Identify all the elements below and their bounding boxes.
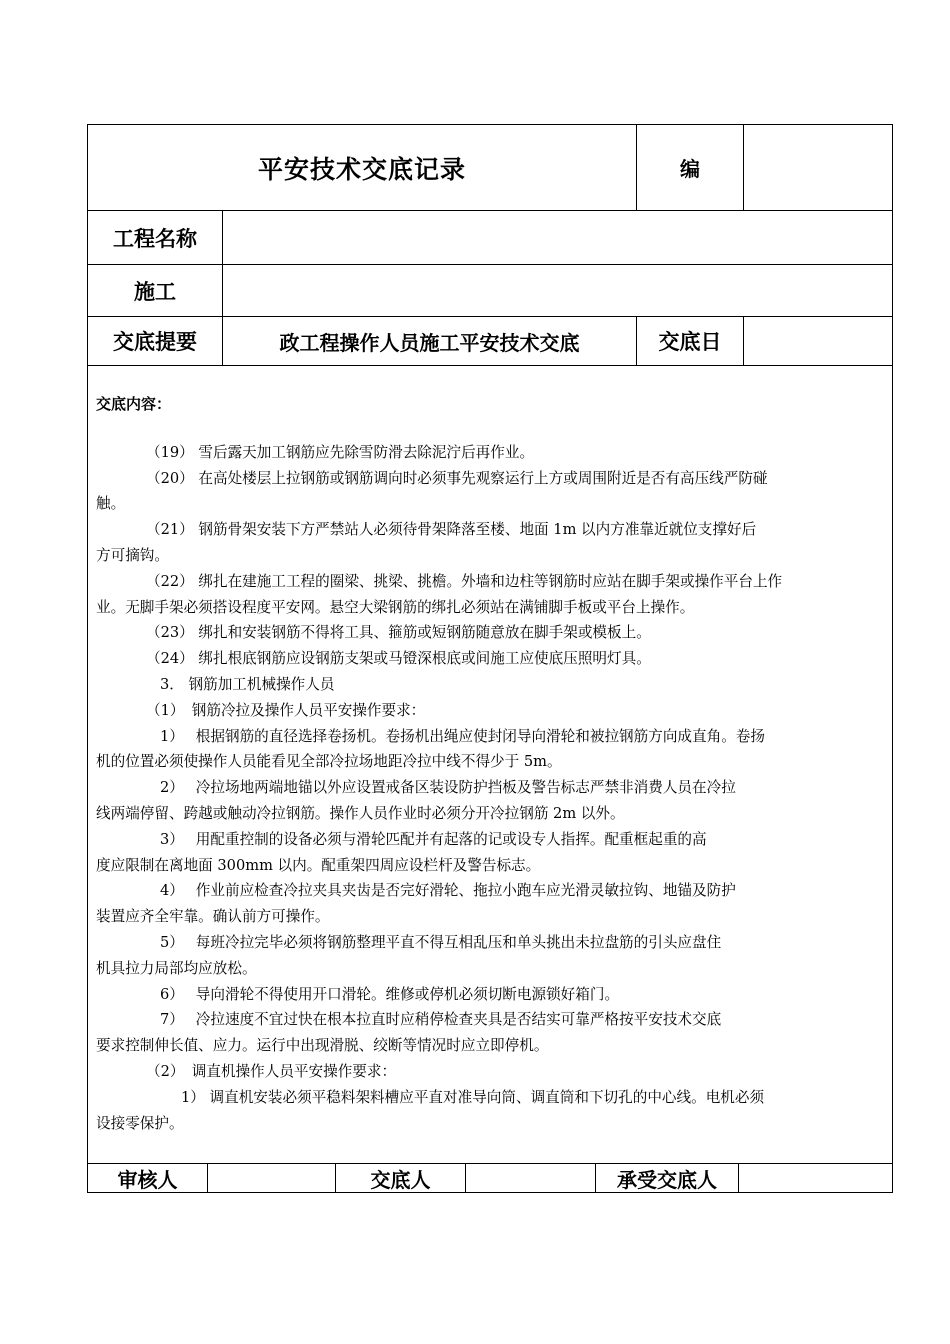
content-line: 触。: [96, 495, 126, 513]
discloser-value: [466, 1164, 595, 1193]
content-heading: 交底内容：: [96, 395, 172, 413]
content-line: （20） 在高处楼层上拉钢筋或钢筋调向时必须事先观察运行上方或周围附近是否有高压线严防碰: [146, 469, 768, 487]
project-name-value: [223, 211, 892, 264]
number-label: 编: [680, 157, 700, 181]
content-line: 机的位置必须使操作人员能看见全部冷拉场地距冷拉中线不得少于 5m。: [96, 753, 562, 771]
content-line: 2） 冷拉场地两端地锚以外应设置戒备区装设防护挡板及警告标志严禁非消费人员在冷拉: [160, 779, 736, 797]
content-line: 业。无脚手架必须搭设程度平安网。悬空大梁钢筋的绑扎必须站在满铺脚手板或平台上操作。: [96, 598, 695, 616]
content-line: 1） 根据钢筋的直径选择卷扬机。卷扬机出绳应使封闭导向滑轮和被拉钢筋方向成直角。卷扬: [160, 727, 765, 745]
content-line: 机具拉力局部均应放松。: [96, 959, 257, 977]
content-line: 度应限制在离地面 300mm 以内。配重架四周应设栏杆及警告标志。: [96, 856, 541, 874]
content-line: （21） 钢筋骨架安装下方严禁站人必须待骨架降落至楼、地面 1m 以内方准靠近就位支撑好后: [146, 521, 757, 539]
content-line: （22） 绑扎在建施工工程的圈梁、挑梁、挑檐。外墙和边柱等钢筋时应站在脚手架或操作平台上作: [146, 572, 783, 590]
content-line: 方可摘钩。: [96, 546, 169, 564]
project-name-label: 工程名称: [113, 225, 197, 251]
disclosure-content: [96, 392, 876, 1136]
summary-value: 政工程操作人员施工平安技术交底: [279, 330, 580, 355]
content-line: 7） 冷拉速度不宜过快在根本拉直时应稍停检查夹具是否结实可靠严格按平安技术交底: [160, 1011, 722, 1029]
content-line: （19） 雪后露天加工钢筋应先除雪防滑去除泥泞后再作业。: [146, 443, 535, 461]
content-line: 设接零保护。: [96, 1114, 184, 1132]
construction-value: [223, 265, 892, 316]
content-line: （23） 绑扎和安装钢筋不得将工具、箍筋或短钢筋随意放在脚手架或模板上。: [146, 624, 651, 642]
content-line: 3． 钢筋加工机械操作人员: [160, 675, 335, 693]
reviewer-value: [208, 1164, 335, 1193]
content-line: 6） 导向滑轮不得使用开口滑轮。维修或停机必须切断电源锁好箱门。: [160, 985, 620, 1003]
summary-label: 交底提要: [113, 329, 197, 354]
content-line: 装置应齐全牢靠。确认前方可操作。: [96, 908, 330, 926]
content-line: 1） 调直机安装必须平稳料架料槽应平直对准导向筒、调直筒和下切孔的中心线。电机必须: [181, 1088, 765, 1106]
construction-label: 施工: [134, 278, 176, 304]
receiver-label: 承受交底人: [617, 1168, 717, 1192]
date-label: 交底日: [658, 329, 722, 354]
content-line: 线两端停留、跨越或触动冷拉钢筋。操作人员作业时必须分开冷拉钢筋 2m 以外。: [96, 804, 625, 822]
number-value: [744, 125, 892, 210]
row-divider: [87, 365, 893, 366]
content-line: （2） 调直机操作人员平安操作要求：: [146, 1062, 397, 1080]
content-line: 4） 作业前应检查冷拉夹具夹齿是否完好滑轮、拖拉小跑车应光滑灵敏拉钩、地锚及防护: [160, 882, 736, 900]
reviewer-label: 审核人: [117, 1168, 178, 1192]
content-line: 3） 用配重控制的设备必须与滑轮匹配并有起落的记或设专人指挥。配重框起重的高: [160, 830, 707, 848]
content-line: 5） 每班冷拉完毕必须将钢筋整理平直不得互相乱压和单头挑出未拉盘筋的引头应盘住: [160, 933, 722, 951]
receiver-value: [739, 1164, 892, 1193]
discloser-label: 交底人: [370, 1168, 431, 1192]
content-line: （1） 钢筋冷拉及操作人员平安操作要求：: [146, 701, 426, 719]
content-line: 要求控制伸长值、应力。运行中出现滑脱、绞断等情况时应立即停机。: [96, 1037, 549, 1055]
document-title: 平安技术交底记录: [257, 154, 466, 184]
content-line: （24） 绑扎根底钢筋应设钢筋支架或马镫深根底或间施工应使底压照明灯具。: [146, 650, 651, 668]
date-value: [744, 317, 892, 365]
